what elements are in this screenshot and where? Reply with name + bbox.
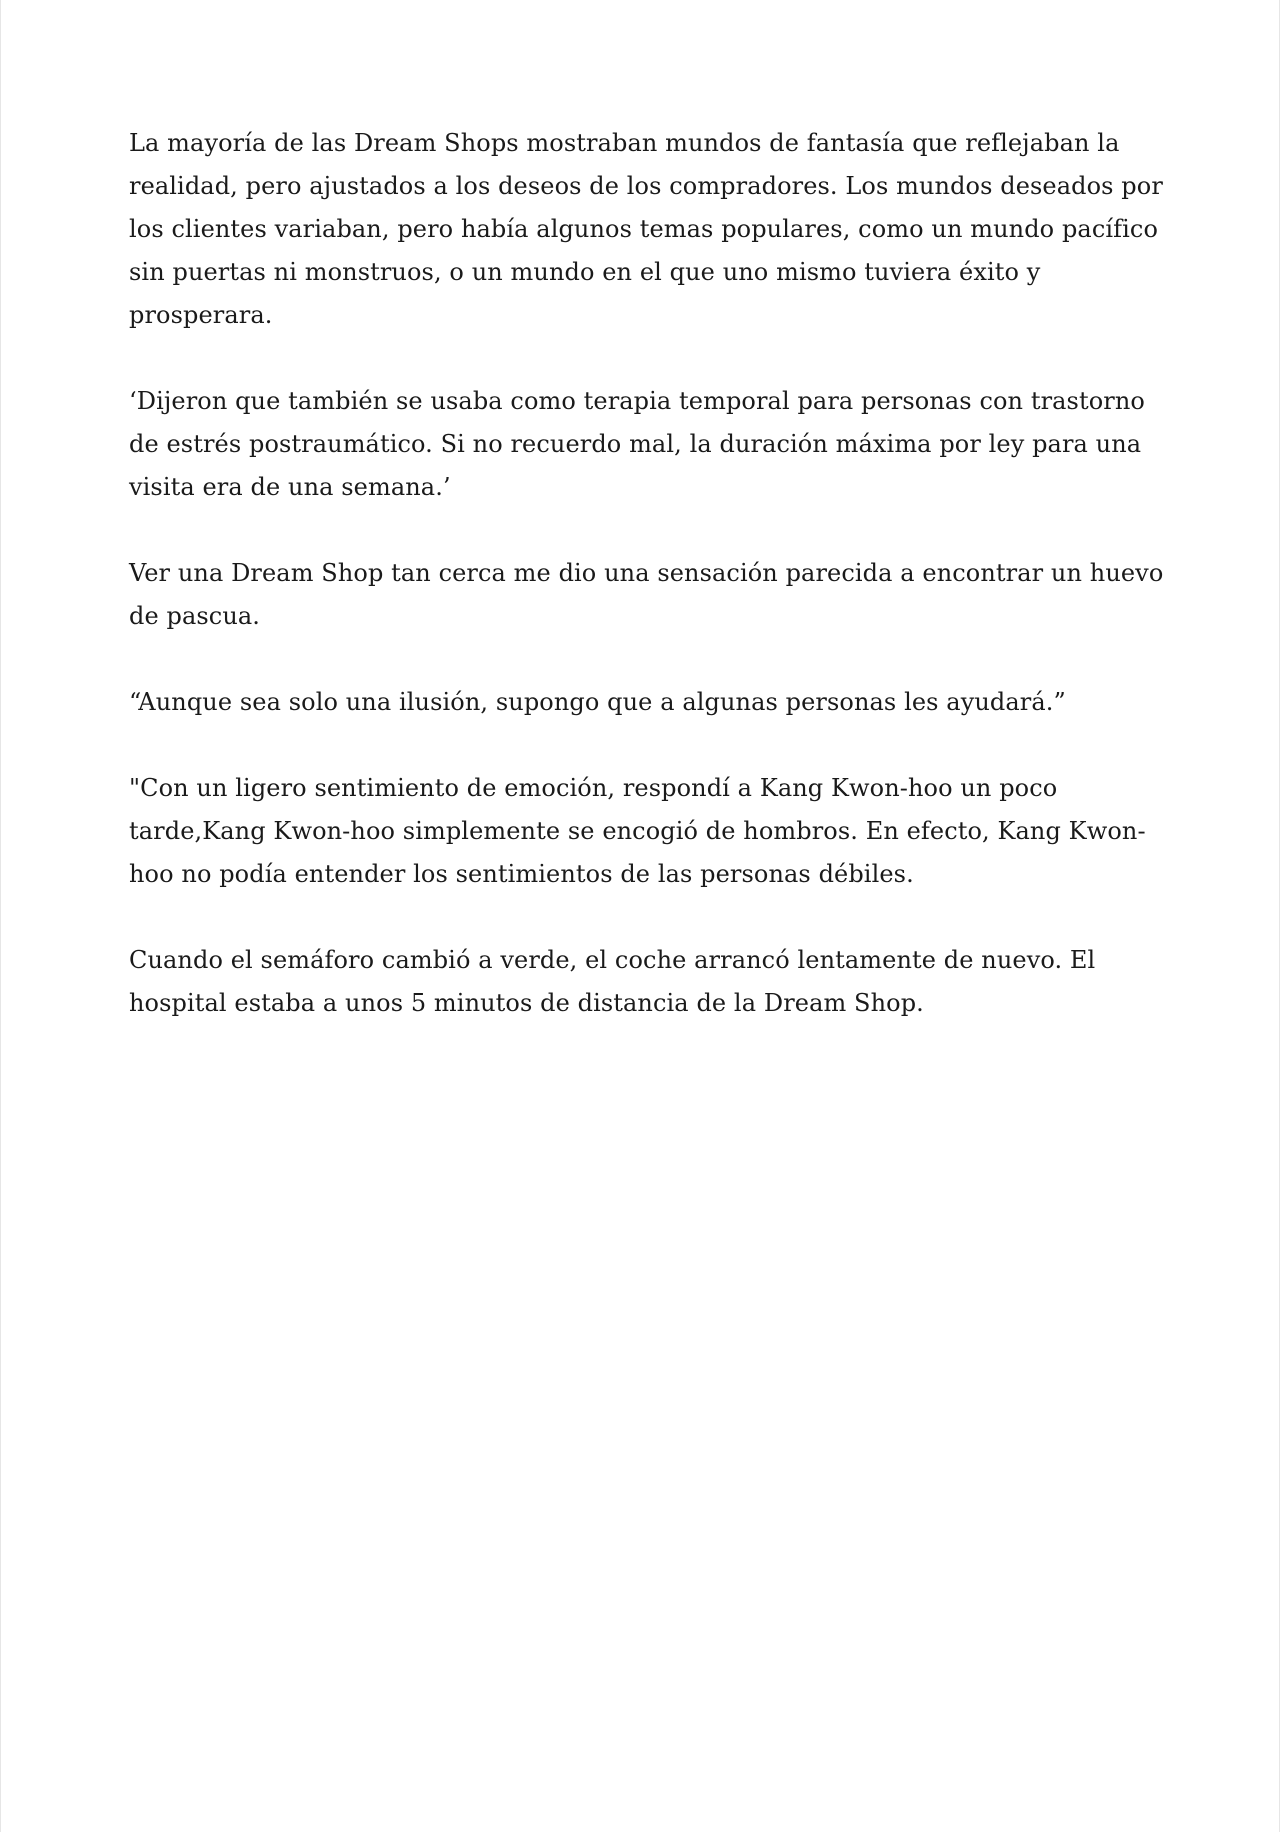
- paragraph: "Con un ligero sentimiento de emoción, respondí a Kang Kwon-hoo un poco tarde,Kang Kwon-hoo simplemente se encogió de hombros. En efecto, Kang Kwon-hoo no podía entender los sentimientos de las personas débiles.: [129, 774, 1146, 888]
- paragraph: Cuando el semáforo cambió a verde, el coche arrancó lentamente de nuevo. El hospital estaba a unos 5 minutos de distancia de la Dream Shop.: [129, 946, 1096, 1017]
- paragraph: La mayoría de las Dream Shops mostraban mundos de fantasía que reflejaban la realidad, pero ajustados a los deseos de los compradores. Los mundos deseados por los clientes variaban, pero había algunos temas populares, como un mundo pacífico sin puertas ni monstruos, o un mundo en el que uno mismo tuviera éxito y prosperara.: [129, 129, 1163, 329]
- paragraph: “Aunque sea solo una ilusión, supongo que a algunas personas les ayudará.”: [129, 688, 1066, 716]
- paragraph: ‘Dijeron que también se usaba como terapia temporal para personas con trastorno de estrés postraumático. Si no recuerdo mal, la duración máxima por ley para una visita era de una semana.’: [129, 387, 1145, 501]
- document-body: [129, 122, 1169, 1068]
- paragraph: Ver una Dream Shop tan cerca me dio una sensación parecida a encontrar un huevo de pascua.: [129, 559, 1164, 630]
